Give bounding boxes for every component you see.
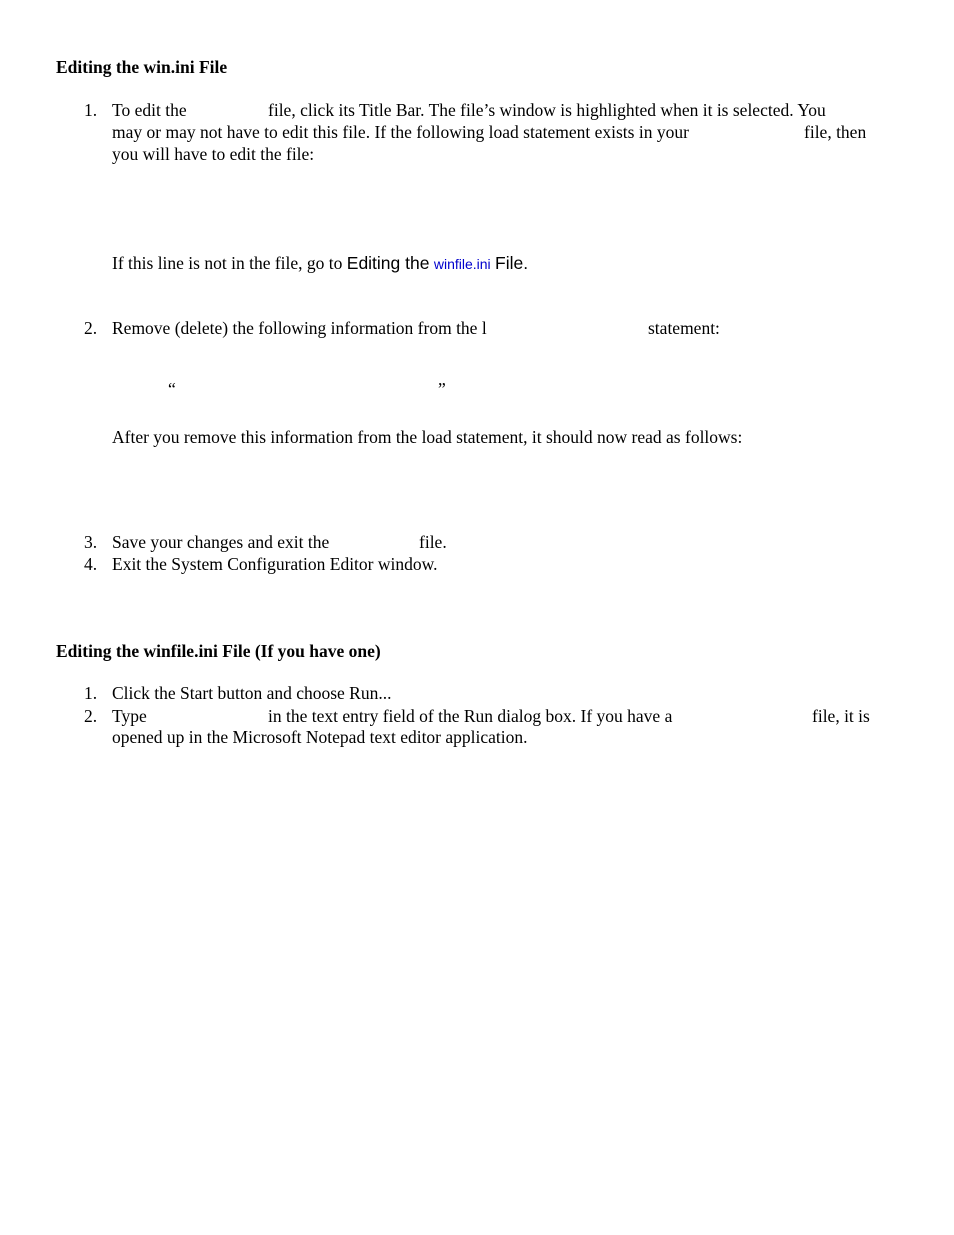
cross-reference-suffix: File. <box>495 253 529 273</box>
step1-text-part: file, click its Title Bar. The file’s window is highlighted when it is selected. You <box>268 100 826 120</box>
open-quote: “ <box>168 379 176 399</box>
step4-text: Exit the System Configuration Editor window. <box>112 554 438 574</box>
step-number: 2. <box>84 318 98 338</box>
step2-text-part: statement: <box>648 318 720 338</box>
step2-text-part: Type <box>112 706 147 726</box>
step-number: 1. <box>84 683 98 703</box>
step3-text-part: Save your changes and exit the <box>112 532 330 552</box>
if-not-present-note <box>112 253 528 274</box>
cross-reference-prefix: Editing the <box>346 253 430 273</box>
step1-text-part: you will have to edit the file: <box>112 144 315 164</box>
step1-text-part: To edit the <box>112 100 187 120</box>
winfile-ini-link[interactable]: winfile.ini <box>433 256 491 272</box>
step-number: 2. <box>84 706 98 726</box>
step1-text-part: may or may not have to edit this file. If the following load statement exists in your <box>112 122 689 142</box>
note-prefix: If this line is not in the file, go to <box>112 253 343 273</box>
step-number: 4. <box>84 554 98 574</box>
section-heading-winfile-ini: Editing the winfile.ini File (If you have one) <box>56 641 381 661</box>
step1-text-part: file, then <box>804 122 867 142</box>
step-number: 3. <box>84 532 98 552</box>
section-heading-win-ini: Editing the win.ini File <box>56 57 228 77</box>
step2-text-part: file, it is <box>812 706 870 726</box>
close-quote: ” <box>438 379 446 399</box>
step2-after-text: After you remove this information from the load statement, it should now read as follows: <box>112 427 743 447</box>
step2-text-part: in the text entry field of the Run dialog box. If you have a <box>268 706 673 726</box>
step2-text-part: opened up in the Microsoft Notepad text editor application. <box>112 727 528 747</box>
step2-text-part: Remove (delete) the following information from the l <box>112 318 487 338</box>
step3-text-part: file. <box>419 532 447 552</box>
step-number: 1. <box>84 100 98 120</box>
step1-text: Click the Start button and choose Run... <box>112 683 392 703</box>
